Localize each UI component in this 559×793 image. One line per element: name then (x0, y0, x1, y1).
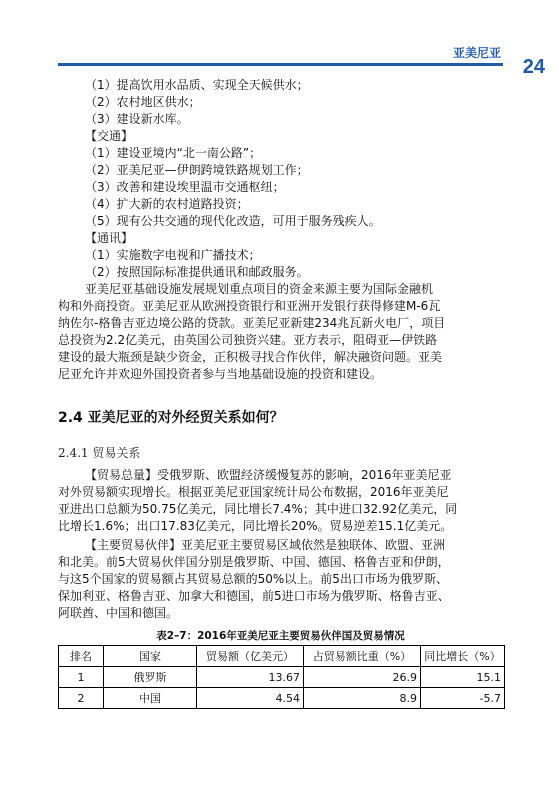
main-content (58, 77, 505, 383)
trade-text (58, 467, 503, 622)
table-row (59, 667, 505, 688)
paragraph-line: 和北美。前5大贸易伙伴国分别是俄罗斯、中国、德国、格鲁吉亚和伊朗， (58, 555, 450, 569)
cell-share: 8.9 (304, 688, 421, 709)
paragraph-line: 【贸易总量】受俄罗斯、欧盟经济缓慢复苏的影响，2016年亚美尼亚 (85, 468, 452, 482)
list-item: （2）农村地区供水； (85, 95, 201, 109)
list-heading-transport: 【交通】 (85, 129, 134, 143)
list-item: （2）亚美尼亚—伊朗跨境铁路规划工作； (85, 163, 309, 177)
paragraph-line: 亚进出口总额为50.75亿美元，同比增长7.4%；其中进口32.92亿美元，同 (58, 502, 458, 516)
section-title: 2.4 亚美尼亚的对外经贸关系如何？ (58, 410, 284, 426)
column-header-rank: 排名 (59, 646, 104, 667)
trade-volume-paragraph (58, 467, 505, 535)
paragraph-line: 比增长1.6%；出口17.83亿美元，同比增长20%。贸易逆差15.1亿美元。 (58, 519, 453, 533)
column-header-trade-volume: 贸易额（亿美元） (197, 646, 304, 667)
list-item: （2）按照国际标准提供通讯和邮政服务。 (85, 265, 309, 279)
header-rule (58, 63, 503, 66)
list-heading-telecom: 【通讯】 (85, 231, 134, 245)
paragraph-line: 阿联酋、中国和德国。 (58, 606, 179, 620)
paragraph-line: 亚美尼亚基础设施发展规划重点项目的资金来源主要为国际金融机 (85, 282, 434, 296)
list-item: （1）建设亚境内“北一南公路”； (85, 146, 262, 160)
paragraph-line: 【主要贸易伙伴】亚美尼亚主要贸易区域依然是独联体、欧盟、亚洲 (85, 538, 446, 552)
table-header-row (59, 646, 505, 667)
cell-rank: 2 (59, 688, 104, 709)
paragraph-line: 与这5个国家的贸易额占其贸易总额的50%以上。前5出口市场为俄罗斯、 (58, 572, 448, 586)
list-item: （5）现有公共交通的现代化改造，可用于服务残疾人。 (85, 214, 381, 228)
paragraph-line: 尼亚允许并欢迎外国投资者参与当地基础设施的投资和建设。 (58, 367, 383, 381)
column-header-country: 国家 (104, 646, 197, 667)
cell-share: 26.9 (304, 667, 421, 688)
header-title: 亚美尼亚 (452, 46, 501, 60)
cell-country: 俄罗斯 (104, 667, 197, 688)
trade-partners-paragraph (58, 537, 505, 622)
list-item: （1）实施数字电视和广播技术； (85, 248, 261, 262)
paragraph-line: 保加利亚、格鲁吉亚、加拿大和德国，前5进口市场为俄罗斯、格鲁吉亚、 (58, 589, 450, 603)
paragraph-line: 纳佐尔-格鲁吉亚边境公路的贷款。亚美尼亚新建234兆瓦新火电厂，项目 (58, 316, 446, 330)
table-caption: 表2–7：2016年亚美尼亚主要贸易伙伴国及贸易情况 (156, 630, 405, 642)
page-number: 24 (522, 56, 545, 78)
table-row (59, 688, 505, 709)
list-item: （3）改善和建设埃里温市交通枢纽； (85, 180, 285, 194)
column-header-share: 占贸易额比重（%） (304, 646, 421, 667)
paragraph-line: 建设的最大瓶颈是缺少资金，正积极寻找合作伙伴，解决融资问题。亚美 (58, 350, 443, 364)
cell-growth: 15.1 (421, 667, 505, 688)
cell-country: 中国 (104, 688, 197, 709)
column-header-growth: 同比增长（%） (421, 646, 505, 667)
cell-rank: 1 (59, 667, 104, 688)
subsection-title: 2.4.1 贸易关系 (58, 446, 141, 460)
cell-growth: -5.7 (421, 688, 505, 709)
paragraph-line: 总投资为2.2亿美元，由英国公司独资兴建。亚方表示，阻碍亚—伊铁路 (58, 333, 438, 347)
list-item: （3）建设新水库。 (85, 112, 189, 126)
cell-trade-volume: 4.54 (197, 688, 304, 709)
list-item: （1）提高饮用水品质、实现全天候供水； (85, 78, 309, 92)
list-item: （4）扩大新的农村道路投资； (85, 197, 249, 211)
infrastructure-paragraph (58, 281, 505, 383)
cell-trade-volume: 13.67 (197, 667, 304, 688)
trade-partners-table (58, 645, 505, 709)
paragraph-line: 对外贸易额实现增长。根据亚美尼亚国家统计局公布数据，2016年亚美尼 (58, 485, 449, 499)
paragraph-line: 构和外商投资。亚美尼亚从欧洲投资银行和亚洲开发银行获得修建M-6瓦 (58, 299, 441, 313)
